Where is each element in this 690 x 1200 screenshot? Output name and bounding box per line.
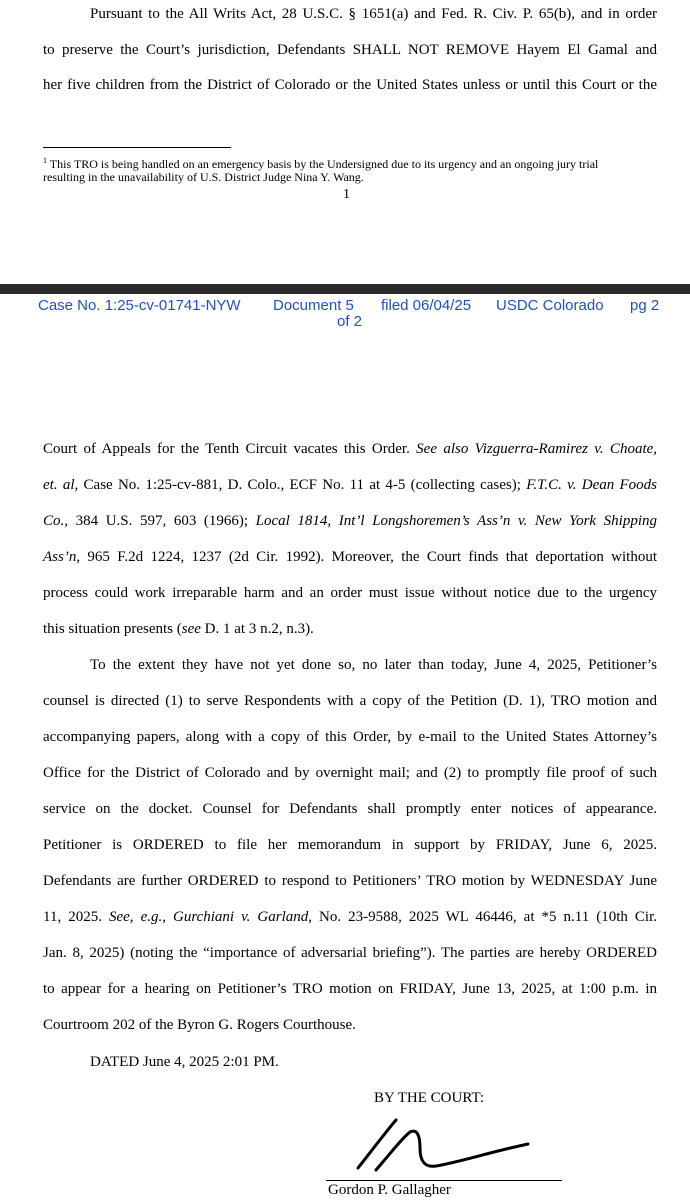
body-line-3: Co., 384 U.S. 597, 603 (1966); Local 1814, Int’l Longshoremen’s Ass’n v. New York Shipping: [43, 513, 657, 529]
body-line-1: Court of Appeals for the Tenth Circuit vacates this Order. See also Vizguerra-Ramirez v. Choate,: [43, 441, 658, 457]
body-line-5: process could work irreparable harm and an order must issue without notice due to the urgency: [43, 585, 657, 601]
body-line-11: service on the docket. Counsel for Defendants shall promptly enter notices of appearance.: [43, 801, 657, 817]
body-line-14: 11, 2025. See, e.g., Gurchiani v. Garland, No. 23-9588, 2025 WL 46446, at *5 n.11 (10th Cir.: [43, 909, 658, 925]
judge-name: Gordon P. Gallagher: [328, 1182, 451, 1198]
body-line-7: To the extent they have not yet done so, no later than today, June 4, 2025, Petitioner’s: [90, 657, 657, 673]
page1-line-3: her five children from the District of Colorado or the United States unless or until this Court or the: [43, 77, 657, 93]
header-document: Document 5: [273, 297, 354, 314]
body-line-17: Courtroom 202 of the Byron G. Rogers Courthouse.: [43, 1017, 356, 1033]
body-line-8: counsel is directed (1) to serve Respondents with a copy of the Petition (D. 1), TRO motion and: [43, 693, 657, 709]
footnote-text-1: This TRO is being handled on an emergency basis by the Undersigned due to its urgency and an ongoing jury trial: [49, 157, 599, 171]
body-line-16: to appear for a hearing on Petitioner’s TRO motion on FRIDAY, June 13, 2025, at 1:00 p.m. in: [43, 981, 657, 997]
body-line-10: Office for the District of Colorado and by overnight mail; and (2) to promptly file proof of such: [43, 765, 657, 781]
signature-line: [326, 1180, 562, 1181]
by-the-court: BY THE COURT:: [374, 1090, 485, 1106]
body-line-15: Jan. 8, 2025) (noting the “importance of adversarial briefing”). The parties are hereby ORDERED: [43, 945, 657, 961]
footnote-separator: [43, 147, 231, 148]
body-line-2: et. al, Case No. 1:25-cv-881, D. Colo., ECF No. 11 at 4-5 (collecting cases); F.T.C. v. Dean Foods: [43, 477, 658, 493]
body-line-6: this situation presents (see D. 1 at 3 n.2, n.3).: [43, 621, 314, 637]
footnote-marker: 1: [43, 156, 47, 165]
dated-line: DATED June 4, 2025 2:01 PM.: [90, 1054, 279, 1070]
page-break-bar: [0, 284, 690, 294]
header-filed: filed 06/04/25: [381, 297, 472, 314]
header-case-number: Case No. 1:25-cv-01741-NYW: [38, 297, 241, 314]
page-number: 1: [343, 187, 350, 202]
page1-line-1: Pursuant to the All Writs Act, 28 U.S.C. § 1651(a) and Fed. R. Civ. P. 65(b), and in order: [90, 6, 657, 22]
body-line-9: accompanying papers, along with a copy of this Order, by e-mail to the United States Attorney’s: [43, 729, 657, 745]
body-line-4: Ass’n, 965 F.2d 1224, 1237 (2d Cir. 1992). Moreover, the Court finds that deportation without: [43, 549, 657, 565]
body-line-12: Petitioner is ORDERED to file her memorandum in support by FRIDAY, June 6, 2025.: [43, 837, 657, 853]
header-court: USDC Colorado: [496, 297, 604, 314]
footnote-line-1: [43, 154, 598, 171]
body-line-13: Defendants are further ORDERED to respond to Petitioners’ TRO motion by WEDNESDAY June: [43, 873, 657, 889]
signature-image: [350, 1108, 540, 1178]
footnote-line-2: resulting in the unavailability of U.S. District Judge Nina Y. Wang.: [43, 170, 364, 184]
header-page: pg 2: [630, 297, 660, 314]
page1-line-2: to preserve the Court’s jurisdiction, Defendants SHALL NOT REMOVE Hayem El Gamal and: [43, 42, 657, 58]
header-page-of: of 2: [337, 313, 363, 330]
